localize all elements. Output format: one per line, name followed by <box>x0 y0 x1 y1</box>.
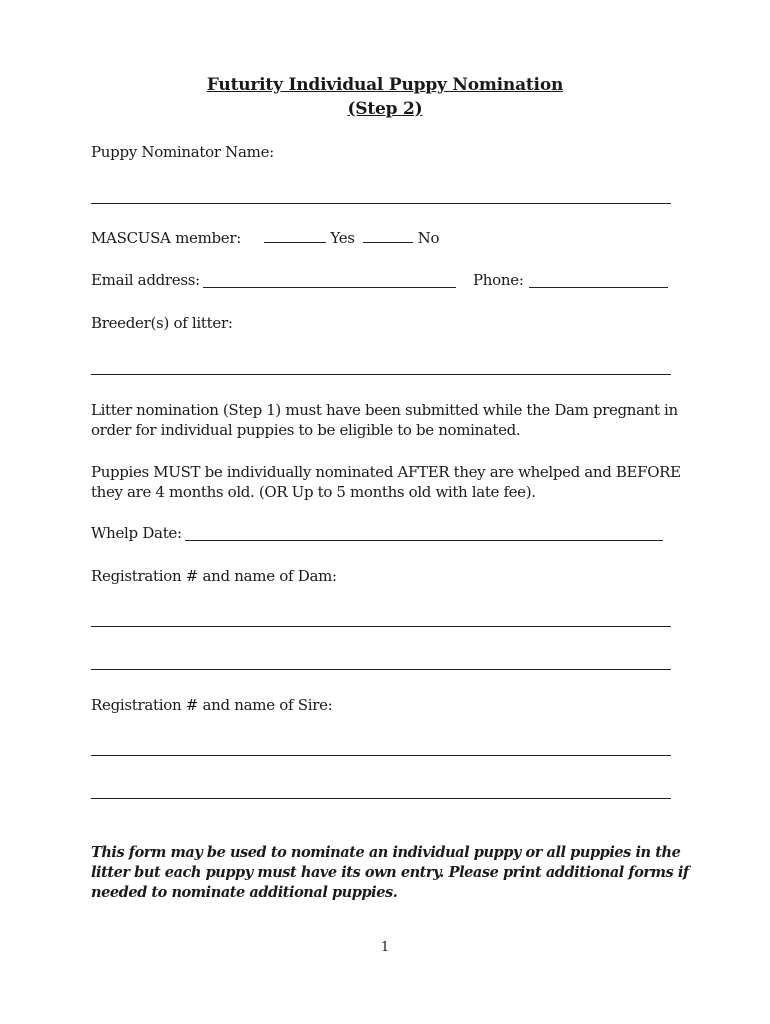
member-yes-field[interactable] <box>264 228 326 243</box>
member-label: MASCUSA member: <box>91 229 241 247</box>
form-title: Futurity Individual Puppy Nomination <box>206 75 564 95</box>
email-label: Email address: <box>91 271 200 289</box>
puppies-nomination-note: Puppies MUST be individually nominated AFTER they are whelped and BEFORE they are 4 months old. (OR Up to 5 months old with late fee). <box>91 463 681 501</box>
member-yes-label: Yes <box>330 229 355 247</box>
member-row <box>91 228 439 247</box>
footer-note: This form may be used to nominate an individual puppy or all puppies in the litter but each puppy must have its own entry. Please print additional forms if needed to nominate additional puppies. <box>91 844 689 901</box>
dam-field-line-1[interactable] <box>91 626 671 627</box>
sire-label: Registration # and name of Sire: <box>91 696 333 714</box>
litter-nomination-note: Litter nomination (Step 1) must have been submitted while the Dam pregnant in order for individual puppies to be eligible to be nominated. <box>91 401 678 439</box>
whelp-date-field[interactable] <box>185 540 663 541</box>
form-subtitle: (Step 2) <box>347 99 423 119</box>
member-no-label: No <box>417 229 440 247</box>
breeder-field[interactable] <box>91 374 671 375</box>
nominator-name-field[interactable] <box>91 203 671 204</box>
sire-field-line-2[interactable] <box>91 798 671 799</box>
dam-field-line-2[interactable] <box>91 669 671 670</box>
breeder-label: Breeder(s) of litter: <box>91 314 233 332</box>
whelp-date-label: Whelp Date: <box>91 524 182 542</box>
nominator-name-label: Puppy Nominator Name: <box>91 143 274 161</box>
email-field[interactable] <box>203 287 456 288</box>
phone-field[interactable] <box>529 287 668 288</box>
phone-label: Phone: <box>473 271 524 289</box>
page-number: 1 <box>380 940 390 955</box>
sire-field-line-1[interactable] <box>91 755 671 756</box>
member-no-field[interactable] <box>363 228 413 243</box>
dam-label: Registration # and name of Dam: <box>91 567 337 585</box>
